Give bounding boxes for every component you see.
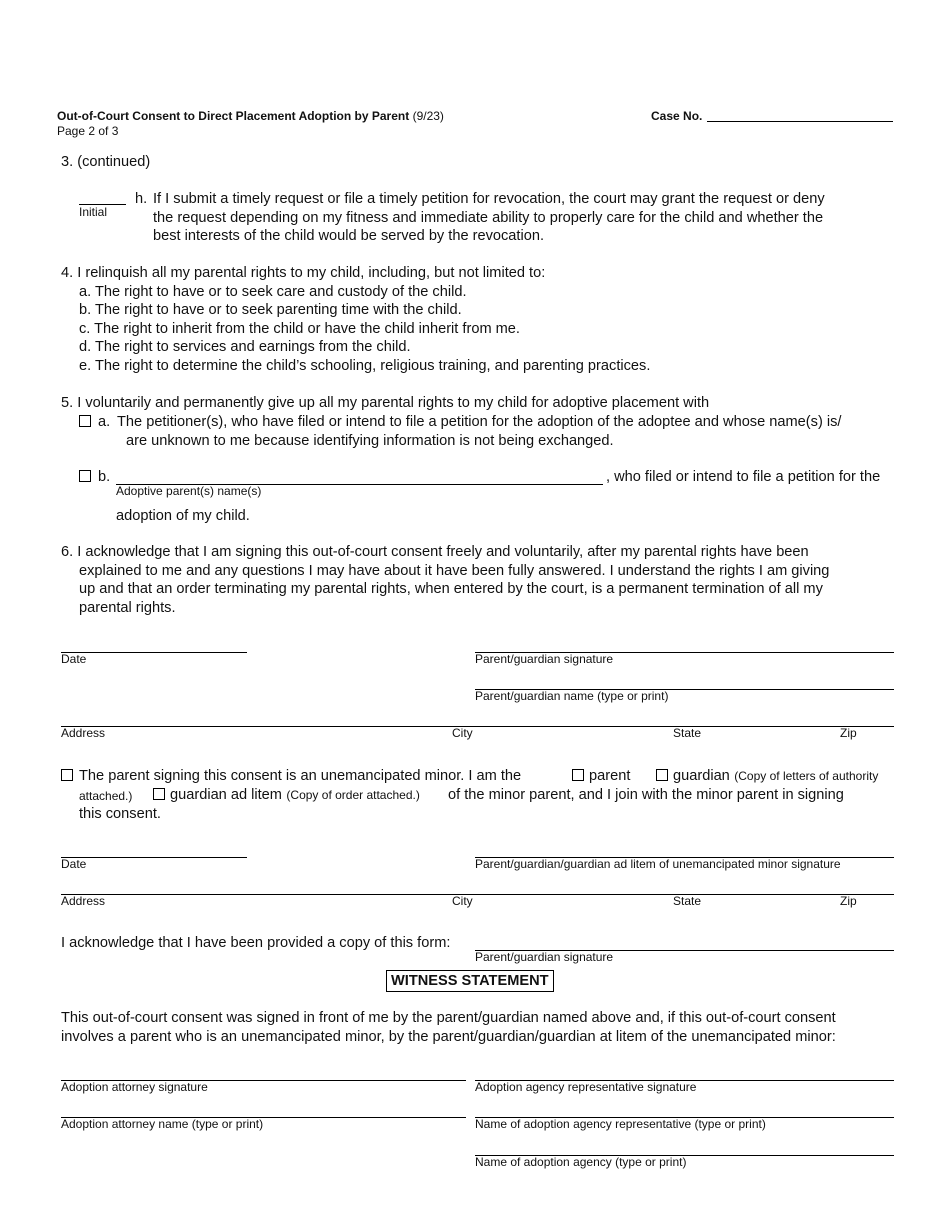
guardian-signature-label: Parent/guardian/guardian ad litem of unemancipated minor signature <box>475 857 841 871</box>
parent-name-label: Parent/guardian name (type or print) <box>475 689 669 703</box>
adoptive-parent-name-label: Adoptive parent(s) name(s) <box>116 484 262 498</box>
minor-text-3: this consent. <box>79 805 161 822</box>
option-b-end: adoption of my child. <box>116 508 250 524</box>
item-h-line-2: the request depending on my fitness and immediate ability to properly care for the child and whether the <box>153 209 824 226</box>
option-a-checkbox[interactable] <box>79 415 91 427</box>
witness-heading: WITNESS STATEMENT <box>386 970 554 992</box>
case-no-label: Case No. <box>651 109 703 123</box>
section-6-line-3: up and that an order terminating my parental rights, when entered by the court, is a permanent termination of all my <box>79 581 823 597</box>
witness-line-2: involves a parent who is an unemancipated minor, by the parent/guardian/guardian at litem of the unemancipated minor: <box>61 1028 836 1045</box>
attorney-name-label: Adoption attorney name (type or print) <box>61 1117 264 1131</box>
option-a-line-1: The petitioner(s), who have filed or intend to file a petition for the adoption of the adoptee and whose name(s) is/ <box>117 414 842 430</box>
section-3-continued: 3. (continued) <box>61 154 151 170</box>
minor-text-1: The parent signing this consent is an unemancipated minor. I am the <box>79 768 522 784</box>
date-label: Date <box>61 652 87 666</box>
ack-signature-label: Parent/guardian signature <box>475 950 614 964</box>
date-field[interactable] <box>61 652 247 653</box>
section-4-item-b: b. The right to have or to seek parenting time with the child. <box>79 302 462 318</box>
city-label: City <box>452 726 473 740</box>
parent-option-label: parent <box>589 768 631 784</box>
agency-rep-name-label: Name of adoption agency representative (type or print) <box>475 1117 766 1131</box>
address-label: Address <box>61 726 106 740</box>
agency-rep-signature-label: Adoption agency representative signature <box>475 1080 697 1094</box>
initial-label: Initial <box>79 205 108 219</box>
gal-checkbox[interactable] <box>153 788 165 800</box>
parent-checkbox[interactable] <box>572 769 584 781</box>
agency-name-label: Name of adoption agency (type or print) <box>475 1155 687 1169</box>
section-4-item-e: e. The right to determine the child’s schooling, religious training, and parenting practices. <box>79 357 651 374</box>
case-no-field[interactable] <box>707 121 893 122</box>
zip-label: Zip <box>840 726 857 740</box>
option-a-line-2: are unknown to me because identifying information is not being exchanged. <box>126 432 614 449</box>
date-field-2[interactable] <box>61 857 247 858</box>
city-label-2: City <box>452 894 473 908</box>
parent-signature-label: Parent/guardian signature <box>475 652 614 666</box>
option-b-suffix: , who filed or intend to file a petition for the <box>606 469 881 485</box>
date-label-2: Date <box>61 857 87 871</box>
address-field-2[interactable] <box>61 894 894 895</box>
section-4-item-a: a. The right to have or to seek care and custody of the child. <box>79 283 467 300</box>
option-a-marker: a. <box>98 414 111 430</box>
address-label-2: Address <box>61 894 106 908</box>
attached-note: attached.) <box>79 789 133 803</box>
section-4-intro: 4. I relinquish all my parental rights to my child, including, but not limited to: <box>61 265 546 281</box>
option-b-checkbox[interactable] <box>79 470 91 482</box>
option-b-marker: b. <box>98 469 111 485</box>
section-4-item-c: c. The right to inherit from the child or have the child inherit from me. <box>79 320 520 337</box>
zip-label-2: Zip <box>840 894 857 908</box>
minor-checkbox[interactable] <box>61 769 73 781</box>
section-4-item-d: d. The right to services and earnings from the child. <box>79 339 411 355</box>
form-title: Out-of-Court Consent to Direct Placement Adoption by Parent (9/23) <box>57 109 444 123</box>
guardian-option: guardian (Copy of letters of authority <box>673 768 879 784</box>
state-label-2: State <box>673 894 702 908</box>
gal-option: guardian ad litem (Copy of order attached.) <box>170 787 420 803</box>
item-h-line-1: If I submit a timely request or file a timely petition for revocation, the court may grant the request or deny <box>153 191 825 207</box>
address-field[interactable] <box>61 726 894 727</box>
item-h-marker: h. <box>135 191 148 207</box>
page-number: Page 2 of 3 <box>57 124 119 138</box>
witness-line-1: This out-of-court consent was signed in front of me by the parent/guardian named above and, if this out-of-court consent <box>61 1010 836 1026</box>
section-6-line-2: explained to me and any questions I may have about it have been fully answered. I understand the rights I am giving <box>79 562 830 579</box>
section-6-line-4: parental rights. <box>79 599 176 616</box>
section-5-intro: 5. I voluntarily and permanently give up all my parental rights to my child for adoptive placement with <box>61 395 710 411</box>
state-label: State <box>673 726 702 740</box>
acknowledgement-text: I acknowledge that I have been provided a copy of this form: <box>61 935 451 951</box>
guardian-checkbox[interactable] <box>656 769 668 781</box>
minor-text-2: of the minor parent, and I join with the minor parent in signing <box>448 787 844 803</box>
section-6-line-1: 6. I acknowledge that I am signing this out-of-court consent freely and voluntarily, after my parental rights have been <box>61 544 809 560</box>
item-h-line-3: best interests of the child would be served by the revocation. <box>153 228 545 244</box>
attorney-signature-label: Adoption attorney signature <box>61 1080 208 1094</box>
